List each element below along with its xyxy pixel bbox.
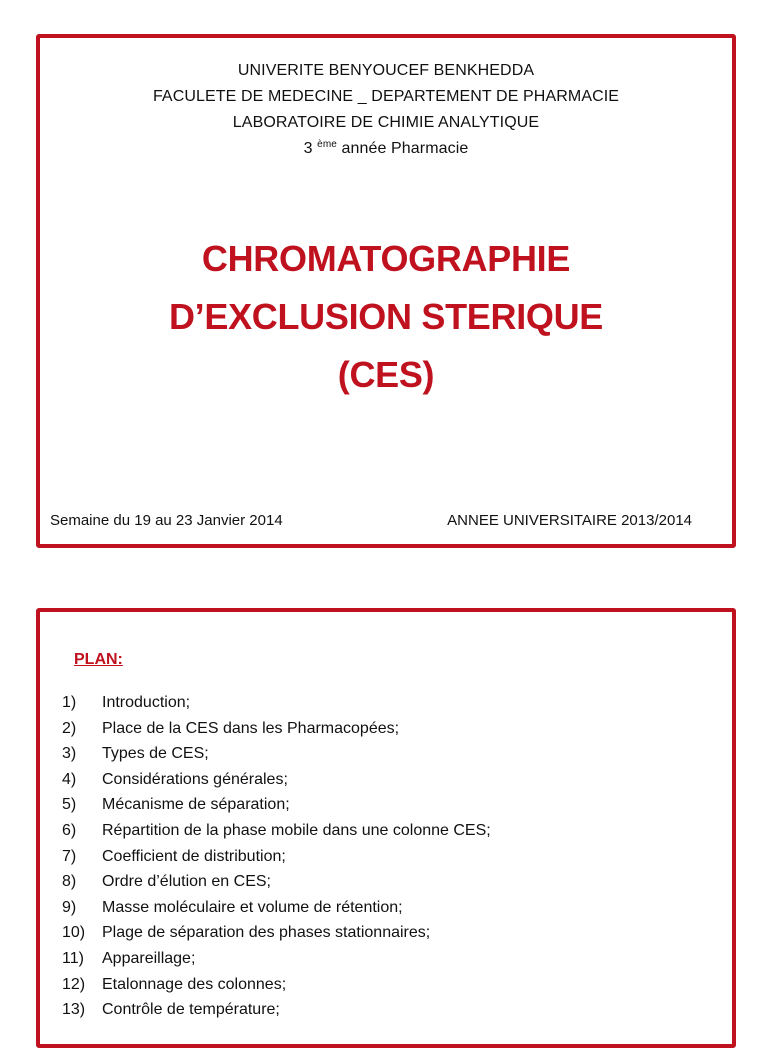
academic-year: ANNEE UNIVERSITAIRE 2013/2014 (447, 512, 692, 529)
plan-slide (36, 608, 736, 1048)
plan-item-text: Masse moléculaire et volume de rétention; (102, 898, 403, 916)
plan-item-number: 12) (62, 975, 86, 993)
plan-item (62, 767, 491, 793)
university-name: UNIVERITE BENYOUCEF BENKHEDDA (237, 62, 535, 79)
plan-item-text: Plage de séparation des phases stationnaires; (102, 924, 431, 942)
plan-item-number: 7) (62, 847, 77, 865)
plan-item-text: Appareillage; (102, 949, 196, 967)
plan-item-number: 8) (62, 873, 77, 891)
plan-item (62, 844, 491, 870)
plan-item-text: Mécanisme de séparation; (102, 796, 290, 814)
laboratory-name: LABORATOIRE DE CHIMIE ANALYTIQUE (232, 114, 540, 131)
plan-item (62, 972, 491, 998)
study-year-text: année Pharmacie (336, 140, 469, 157)
plan-item-text: Coefficient de distribution; (102, 847, 286, 865)
study-year-number: 3 (303, 140, 313, 157)
plan-item (62, 818, 491, 844)
institution-header (40, 58, 732, 162)
plan-item (62, 792, 491, 818)
title-line-1: CHROMATOGRAPHIE (201, 238, 571, 279)
title-slide (36, 34, 736, 548)
study-year-suffix: ème (317, 139, 337, 150)
plan-item-text: Introduction; (102, 694, 191, 711)
plan-item-text: Types de CES; (102, 745, 209, 763)
faculty-department: FACULETE DE MEDECINE _ DEPARTEMENT DE PHARMACIE (152, 88, 620, 105)
plan-item (62, 741, 491, 767)
plan-item-number: 11) (62, 949, 84, 967)
title-line-3: (CES) (337, 354, 435, 395)
plan-item-number: 5) (62, 796, 77, 814)
plan-item-text: Ordre d’élution en CES; (102, 873, 271, 891)
plan-item (62, 920, 491, 946)
plan-item (62, 716, 491, 742)
plan-item (62, 869, 491, 895)
plan-item-number: 4) (62, 770, 77, 788)
week-dates: Semaine du 19 au 23 Janvier 2014 (50, 512, 283, 529)
plan-item-number: 9) (62, 898, 77, 916)
plan-item-number: 13) (62, 1001, 86, 1019)
plan-list (62, 690, 491, 1023)
plan-item-text: Considérations générales; (102, 770, 288, 788)
plan-item-number: 3) (62, 745, 77, 763)
plan-item (62, 997, 491, 1023)
plan-item-text: Etalonnage des colonnes; (102, 975, 287, 993)
title-line-2: D’EXCLUSION STERIQUE (168, 296, 604, 337)
plan-item-number: 2) (62, 719, 77, 737)
plan-item-text: Place de la CES dans les Pharmacopées; (102, 719, 400, 737)
plan-heading: PLAN: (74, 651, 123, 668)
plan-item-number: 10) (62, 924, 86, 942)
plan-item-text: Contrôle de température; (102, 1001, 280, 1019)
plan-item (62, 690, 491, 716)
plan-item-number: 1) (62, 694, 77, 711)
study-year (40, 136, 732, 162)
presentation-title (40, 230, 732, 404)
plan-item (62, 946, 491, 972)
plan-item-number: 6) (62, 821, 77, 839)
plan-item-text: Répartition de la phase mobile dans une colonne CES; (102, 821, 491, 839)
plan-item (62, 895, 491, 921)
